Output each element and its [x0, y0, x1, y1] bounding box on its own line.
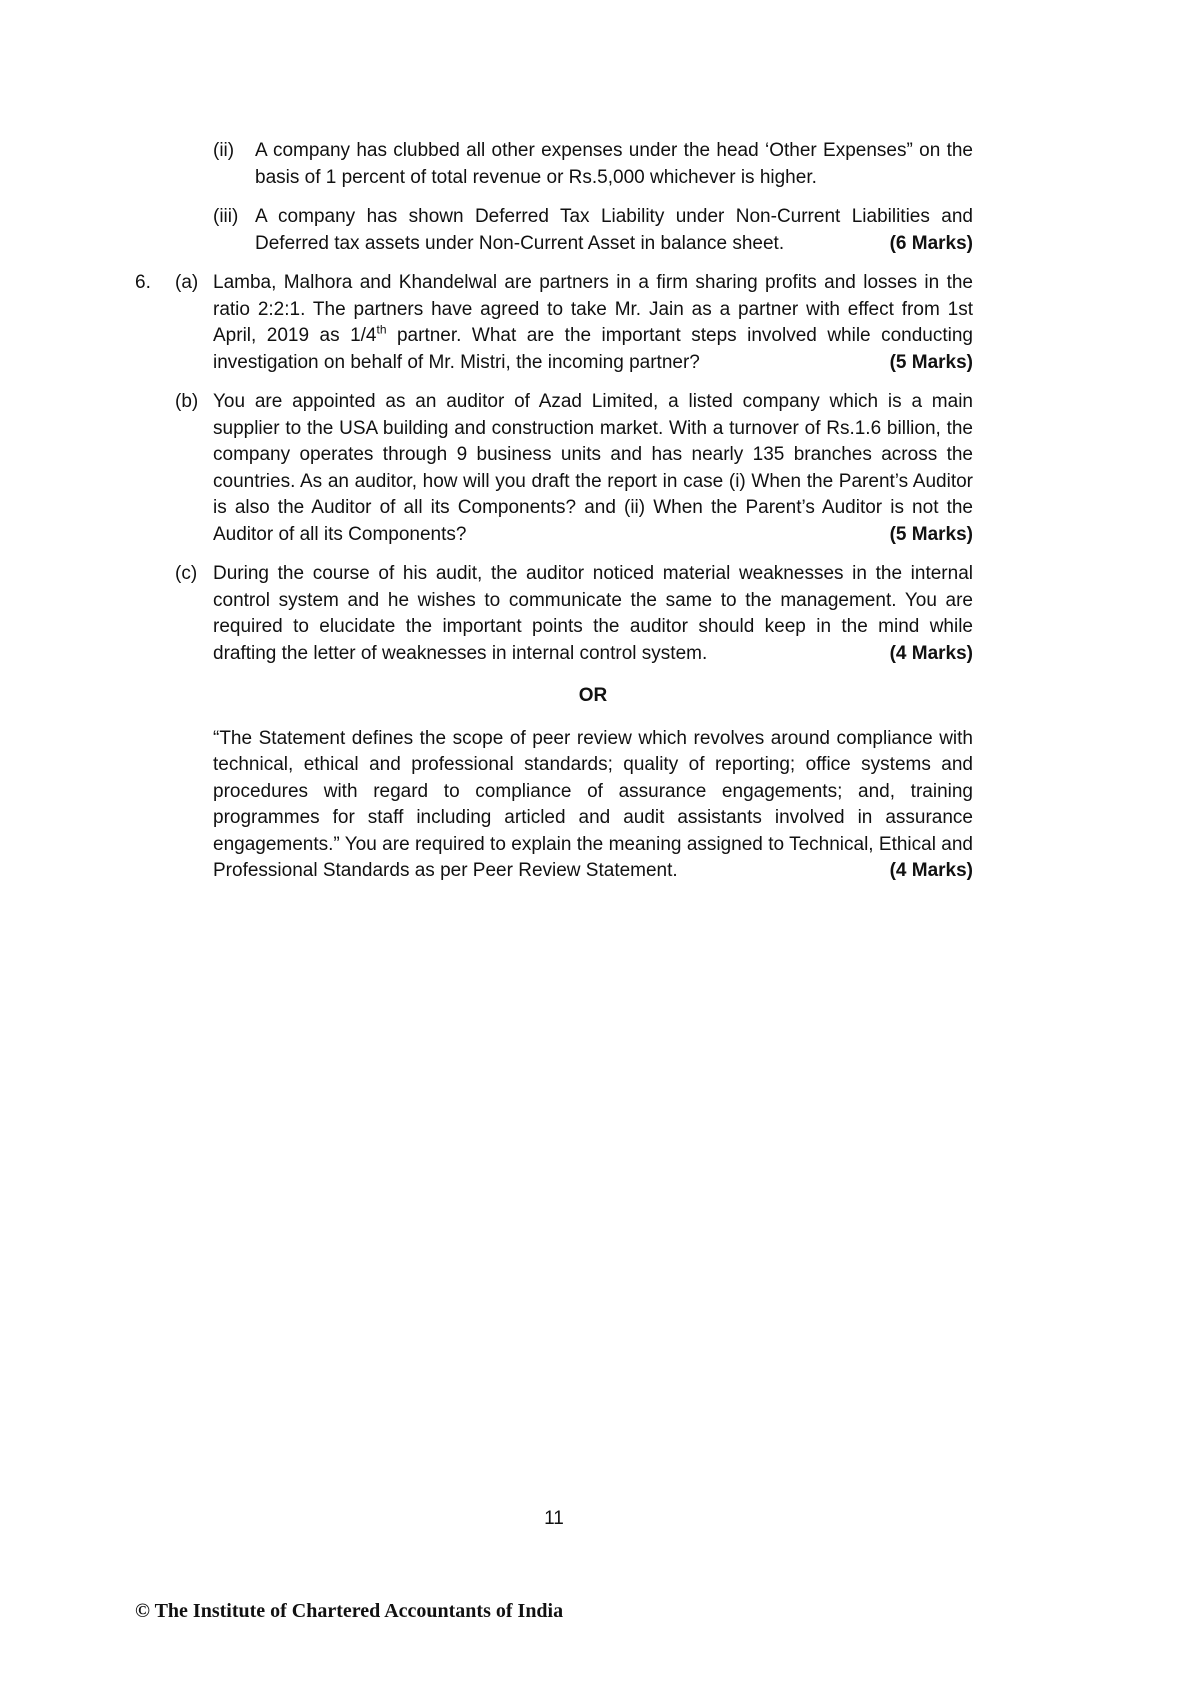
question-6c-alt-body: “The Statement defines the scope of peer review which revolves around compliance with technical, ethical and professional standards; quality of reporting; office systems and procedures with regard to compliance of assurance engagements; and, training programmes for staff including articled and audit assistants involved in assurance engagements.” You are required to explain the meaning assigned to Technical, Ethical and Professional Standards as per Peer Review Statement.	[213, 727, 973, 881]
copyright-footer: © The Institute of Chartered Accountants of India	[135, 1600, 564, 1622]
question-6a-body-post: partner. What are the important steps involved while conducting investigation on behalf of Mr. Mistri, the incoming partner?	[213, 325, 973, 373]
question-6c-alternative	[213, 726, 973, 885]
question-6a-letter: (a)	[175, 272, 199, 293]
question-6b-letter: (b)	[175, 391, 199, 412]
ordinal-superscript: th	[376, 322, 387, 337]
sub-item-ii-marker: (ii)	[213, 140, 235, 161]
question-paper-content	[135, 138, 973, 898]
sub-item-iii-text	[255, 204, 973, 257]
sub-item-ii-body: A company has clubbed all other expenses under the head ‘Other Expenses” on the basis of 1 percent of total revenue or Rs.5,000 whichever is higher.	[255, 140, 973, 188]
question-6b-text	[213, 389, 973, 548]
question-6c-body: During the course of his audit, the auditor noticed material weaknesses in the internal control system and he wishes to communicate the same to the management. You are required to elucidate the important points the auditor should keep in the mind while drafting the letter of weaknesses in internal control system.	[213, 563, 973, 664]
marks-badge: (5 Marks)	[889, 523, 973, 545]
or-separator: OR	[578, 685, 608, 706]
marks-badge: (5 Marks)	[889, 351, 973, 373]
sub-item-ii-text	[255, 138, 973, 191]
question-6c-text	[213, 561, 973, 667]
sub-item-iii-marker: (iii)	[213, 206, 239, 227]
question-number: 6.	[135, 272, 151, 293]
question-6a-body-pre: Lamba, Malhora and Khandelwal are partners in a firm sharing profits and losses in the ratio 2:2:1. The partners have agreed to take Mr. Jain as a partner with effect from 1st April, 2019 as 1/4	[213, 272, 973, 346]
sub-item-iii	[213, 204, 973, 257]
question-6a	[135, 270, 973, 376]
marks-badge: (6 Marks)	[889, 232, 973, 254]
page-number: 11	[544, 1508, 564, 1529]
question-6b	[175, 389, 973, 548]
question-6b-body: You are appointed as an auditor of Azad Limited, a listed company which is a main supplier to the USA building and construction market. With a turnover of Rs.1.6 billion, the company operates through 9 business units and has nearly 135 branches across the countries. As an auditor, how will you draft the report in case (i) When the Parent’s Auditor is also the Auditor of all its Components? and (ii) When the Parent’s Auditor is not the Auditor of all its Components?	[213, 391, 973, 545]
sub-item-ii	[213, 138, 973, 191]
question-6a-text	[213, 270, 973, 376]
marks-badge: (4 Marks)	[889, 860, 973, 881]
sub-item-iii-body: A company has shown Deferred Tax Liability under Non-Current Liabilities and Deferred tax assets under Non-Current Asset in balance sheet.	[255, 206, 973, 254]
marks-badge: (4 Marks)	[889, 642, 973, 664]
question-6c	[175, 561, 973, 667]
question-6c-letter: (c)	[175, 563, 198, 584]
